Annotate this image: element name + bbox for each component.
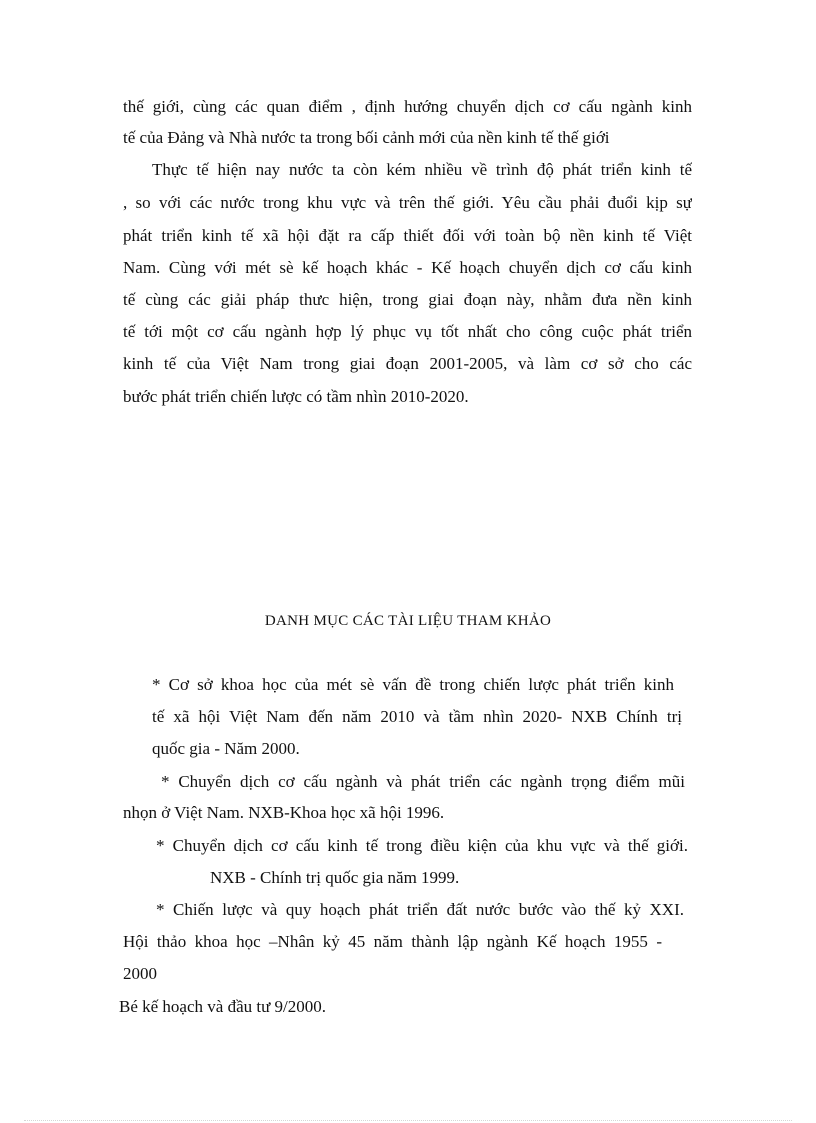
page-bottom-divider [24,1120,792,1121]
intro-line: tế tới một cơ cấu ngành hợp lý phục vụ tốt nhất cho công cuộc phát triển [123,322,692,341]
intro-line: thế giới, cùng các quan điểm , định hướng chuyển dịch cơ cấu ngành kinh [123,97,692,116]
intro-line: Nam. Cùng với mét sè kế hoạch khác - Kế hoạch chuyển dịch cơ cấu kinh [123,258,692,277]
reference-line: quốc gia - Năm 2000. [152,739,300,758]
intro-line: Thực tế hiện nay nước ta còn kém nhiều về trình độ phát triển kinh tế [152,160,692,179]
reference-line: tế xã hội Việt Nam đến năm 2010 và tầm nhìn 2020- NXB Chính trị [152,707,682,726]
references-heading: DANH MỤC CÁC TÀI LIỆU THAM KHẢO [264,613,552,629]
reference-line: NXB - Chính trị quốc gia năm 1999. [210,868,460,887]
reference-line: * Chiến lược và quy hoạch phát triển đất nước bước vào thế kỷ XXI. [156,900,684,919]
reference-line: Bé kế hoạch và đầu tư 9/2000. [119,997,327,1016]
reference-line: * Cơ sở khoa học của mét sè vấn đề trong chiến lược phát triển kinh [152,675,674,694]
intro-line: phát triển kinh tế xã hội đặt ra cấp thiết đối với toàn bộ nền kinh tế Việt [123,226,692,245]
reference-line: * Chuyển dịch cơ cấu kinh tế trong điều kiện của khu vực và thế giới. [156,836,688,855]
reference-line: Hội thảo khoa học –Nhân kỷ 45 năm thành lập ngành Kế hoạch 1955 - [123,932,662,951]
intro-line: tế của Đảng và Nhà nước ta trong bối cảnh mới của nền kinh tế thế giới [123,128,610,147]
intro-line: kinh tế của Việt Nam trong giai đoạn 2001-2005, và làm cơ sở cho các [123,354,692,373]
intro-line: , so với các nước trong khu vực và trên thế giới. Yêu cầu phải đuổi kịp sự [123,193,692,212]
intro-line: tế cùng các giải pháp thưc hiện, trong giai đoạn này, nhằm đưa nền kinh [123,290,692,309]
reference-line: * Chuyển dịch cơ cấu ngành và phát triển các ngành trọng điểm mũi [161,772,685,791]
reference-line: nhọn ở Việt Nam. NXB-Khoa học xã hội 1996. [123,803,445,822]
intro-line: bước phát triển chiến lược có tầm nhìn 2010-2020. [123,387,469,406]
reference-line: 2000 [123,964,157,983]
